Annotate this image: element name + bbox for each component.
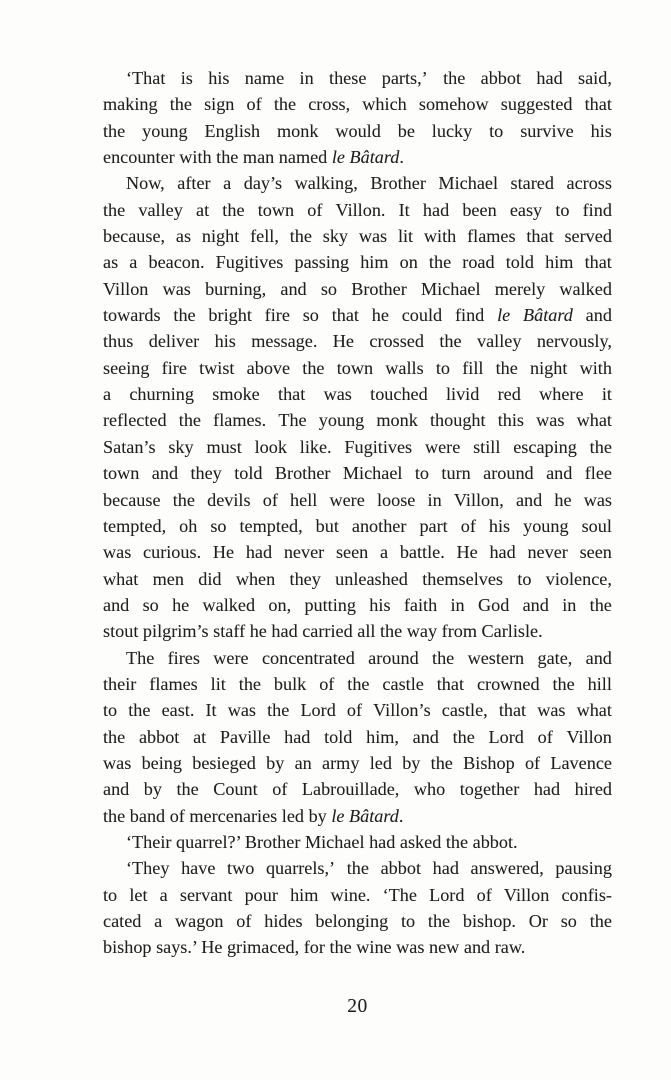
text-line: The fires were concentrated around the western gate, and: [126, 647, 612, 668]
text-line: because, as night fell, the sky was lit with flames that served: [103, 226, 612, 247]
text-line: was being besieged by an army led by the Bishop of Lavence: [103, 752, 612, 773]
text-line: because the devils of hell were loose in Villon, and he was: [103, 489, 612, 510]
text-line: was curious. He had never seen a battle. He had never seen: [103, 542, 612, 563]
text-line: thus deliver his message. He crossed the valley nervously,: [103, 331, 612, 352]
text-line: seeing fire twist above the town walls to fill the night with: [103, 357, 612, 378]
text-line: ‘That is his name in these parts,’ the abbot had said,: [126, 68, 612, 88]
text-line: and so he walked on, putting his faith in God and in the: [103, 594, 612, 615]
text-line: the valley at the town of Villon. It had been easy to find: [103, 199, 612, 220]
text-line: cated a wagon of hides belonging to the bishop. Or so the: [103, 911, 612, 931]
text-line: Now, after a day’s walking, Brother Michael stared across: [126, 173, 612, 194]
text-line: Villon was burning, and so Brother Michael merely walked: [103, 278, 612, 299]
text-line: as a beacon. Fugitives passing him on the road told him that: [103, 252, 612, 273]
text-line: making the sign of the cross, which somehow suggested that: [103, 94, 612, 115]
text-line: Satan’s sky must look like. Fugitives were still escaping the: [103, 436, 612, 457]
text-line: their flames lit the bulk of the castle that crowned the hill: [103, 673, 612, 694]
text-line: bishop says.’ He grimaced, for the wine was new and raw.: [103, 937, 526, 958]
text-line: encounter with the man named le Bâtard.: [103, 147, 404, 168]
text-line: a churning smoke that was touched livid red where it: [103, 384, 612, 405]
text-line: towards the bright fire so that he could find le Bâtard and: [103, 305, 612, 326]
text-line: ‘Their quarrel?’ Brother Michael had asked the abbot.: [126, 831, 518, 852]
text-line: and by the Count of Labrouillade, who together had hired: [103, 779, 612, 800]
text-line: town and they told Brother Michael to turn around and flee: [103, 463, 612, 484]
text-line: to the east. It was the Lord of Villon’s castle, that was what: [103, 700, 612, 721]
text-line: the young English monk would be lucky to survive his: [103, 120, 612, 141]
text-line: the band of mercenaries led by le Bâtard.: [103, 805, 404, 826]
page-number: 20: [347, 996, 368, 1017]
text-line: the abbot at Paville had told him, and the Lord of Villon: [103, 726, 612, 747]
text-line: stout pilgrim’s staff he had carried all the way from Carlisle.: [103, 621, 543, 642]
text-line: ‘They have two quarrels,’ the abbot had answered, pausing: [126, 858, 612, 879]
text-line: what men did when they unleashed themselves to violence,: [103, 568, 612, 589]
text-line: reflected the flames. The young monk thought this was what: [103, 410, 612, 431]
page-text: [103, 65, 612, 961]
text-line: tempted, oh so tempted, but another part of his young soul: [103, 515, 612, 536]
text-line: to let a servant pour him wine. ‘The Lord of Villon confis-: [103, 884, 612, 905]
